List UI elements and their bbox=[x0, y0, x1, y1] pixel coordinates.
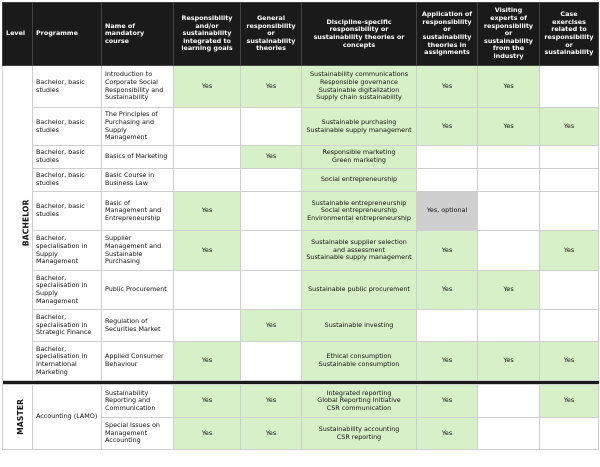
cell-visiting-experts bbox=[478, 385, 540, 418]
cell-general-theories: Yes bbox=[241, 385, 302, 418]
cell-general-theories bbox=[241, 169, 302, 192]
cell-responsibility-goals: Yes bbox=[174, 418, 241, 450]
cell-programme: Bachelor, specialisation in Strategic Finance bbox=[33, 310, 102, 342]
cell-responsibility-goals: Yes bbox=[174, 231, 241, 271]
cell-course: The Principles of Purchasing and Supply Management bbox=[102, 108, 174, 146]
cell-visiting-experts bbox=[478, 192, 540, 231]
cell-application: Yes bbox=[417, 342, 478, 381]
cell-case-exercises bbox=[540, 66, 599, 108]
cell-general-theories: Yes bbox=[241, 146, 302, 169]
table-row bbox=[3, 169, 599, 192]
table-row bbox=[3, 310, 599, 342]
cell-course: Basics of Marketing bbox=[102, 146, 174, 169]
cell-responsibility-goals bbox=[174, 310, 241, 342]
cell-application bbox=[417, 169, 478, 192]
header-case-exercises: Case exercises related to responsibility or sustainability bbox=[540, 3, 599, 66]
cell-visiting-experts: Yes bbox=[478, 108, 540, 146]
cell-course: Special Issues on Management Accounting bbox=[102, 418, 174, 450]
cell-discipline-theories: Sustainable investing bbox=[302, 310, 417, 342]
cell-course: Sustainability Reporting and Communication bbox=[102, 385, 174, 418]
cell-discipline-theories: Ethical consumption Sustainable consumption bbox=[302, 342, 417, 381]
cell-responsibility-goals bbox=[174, 146, 241, 169]
cell-case-exercises: Yes bbox=[540, 342, 599, 381]
header-application: Application of responsibility or sustainability theories in assignments bbox=[417, 3, 478, 66]
header-discipline-theories: Discipline-specific responsibility or sustainability theories or concepts bbox=[302, 3, 417, 66]
level-label-master: MASTER bbox=[16, 398, 26, 435]
cell-discipline-theories: Integrated reporting Global Reporting Initiative CSR communication bbox=[302, 385, 417, 418]
cell-programme: Bachelor, specialisation in Supply Management bbox=[33, 231, 102, 271]
cell-course: Basic of Management and Entrepreneurship bbox=[102, 192, 174, 231]
cell-application: Yes bbox=[417, 231, 478, 271]
cell-case-exercises: Yes bbox=[540, 108, 599, 146]
cell-course: Regulation of Securities Market bbox=[102, 310, 174, 342]
cell-programme: Bachelor, basic studies bbox=[33, 108, 102, 146]
cell-programme: Bachelor, basic studies bbox=[33, 192, 102, 231]
cell-course: Applied Consumer Behaviour bbox=[102, 342, 174, 381]
cell-responsibility-goals bbox=[174, 271, 241, 310]
level-cell-master bbox=[3, 385, 33, 450]
cell-general-theories: Yes bbox=[241, 66, 302, 108]
header-general-theories: General responsibility or sustainability theories bbox=[241, 3, 302, 66]
header-responsibility-goals: Responsibility and/or sustainability integrated to learning goals bbox=[174, 3, 241, 66]
header-row bbox=[3, 3, 599, 66]
cell-case-exercises: Yes bbox=[540, 385, 599, 418]
cell-discipline-theories: Sustainable entrepreneurship Social entrepreneurship Environmental entrepreneurship bbox=[302, 192, 417, 231]
header-programme: Programme bbox=[33, 3, 102, 66]
cell-programme: Bachelor, basic studies bbox=[33, 169, 102, 192]
cell-discipline-theories: Responsible marketing Green marketing bbox=[302, 146, 417, 169]
cell-course: Supplier Management and Sustainable Purchasing bbox=[102, 231, 174, 271]
cell-responsibility-goals: Yes bbox=[174, 342, 241, 381]
cell-course: Basic Course in Business Law bbox=[102, 169, 174, 192]
cell-discipline-theories: Sustainability accounting CSR reporting bbox=[302, 418, 417, 450]
cell-case-exercises bbox=[540, 146, 599, 169]
cell-application: Yes bbox=[417, 66, 478, 108]
cell-visiting-experts bbox=[478, 418, 540, 450]
cell-application: Yes bbox=[417, 271, 478, 310]
cell-general-theories bbox=[241, 192, 302, 231]
cell-discipline-theories: Sustainable supplier selection and assessment Sustainable supply management bbox=[302, 231, 417, 271]
cell-programme: Bachelor, specialisation in International Marketing bbox=[33, 342, 102, 381]
header-visiting-experts: Visiting experts of responsibility or sustainability from the industry bbox=[478, 3, 540, 66]
table-row bbox=[3, 108, 599, 146]
cell-general-theories: Yes bbox=[241, 310, 302, 342]
cell-application: Yes bbox=[417, 385, 478, 418]
cell-application: Yes, optional bbox=[417, 192, 478, 231]
cell-programme: Accounting (LAMO) bbox=[33, 385, 102, 450]
cell-general-theories bbox=[241, 231, 302, 271]
cell-discipline-theories: Social entrepreneurship bbox=[302, 169, 417, 192]
cell-responsibility-goals: Yes bbox=[174, 66, 241, 108]
cell-responsibility-goals bbox=[174, 169, 241, 192]
cell-case-exercises bbox=[540, 192, 599, 231]
table-row bbox=[3, 342, 599, 381]
cell-general-theories bbox=[241, 271, 302, 310]
cell-application: Yes bbox=[417, 418, 478, 450]
table-row bbox=[3, 231, 599, 271]
cell-application bbox=[417, 146, 478, 169]
cell-course: Introduction to Corporate Social Responsibility and Sustainability bbox=[102, 66, 174, 108]
cell-application bbox=[417, 310, 478, 342]
cell-discipline-theories: Sustainability communications Responsible governance Sustainable digitalization Supply chain sustainability bbox=[302, 66, 417, 108]
cell-general-theories bbox=[241, 342, 302, 381]
cell-discipline-theories: Sustainable purchasing Sustainable supply management bbox=[302, 108, 417, 146]
cell-application: Yes bbox=[417, 108, 478, 146]
cell-responsibility-goals bbox=[174, 108, 241, 146]
table-row bbox=[3, 385, 599, 418]
cell-visiting-experts: Yes bbox=[478, 342, 540, 381]
cell-visiting-experts bbox=[478, 231, 540, 271]
cell-visiting-experts bbox=[478, 310, 540, 342]
cell-discipline-theories: Sustainable public procurement bbox=[302, 271, 417, 310]
cell-visiting-experts bbox=[478, 169, 540, 192]
table-row bbox=[3, 146, 599, 169]
cell-case-exercises bbox=[540, 169, 599, 192]
cell-visiting-experts bbox=[478, 146, 540, 169]
cell-general-theories bbox=[241, 108, 302, 146]
cell-case-exercises bbox=[540, 310, 599, 342]
level-label-bachelor: BACHELOR bbox=[21, 199, 31, 246]
cell-responsibility-goals: Yes bbox=[174, 385, 241, 418]
cell-responsibility-goals: Yes bbox=[174, 192, 241, 231]
course-matrix-table bbox=[2, 2, 599, 450]
cell-case-exercises bbox=[540, 271, 599, 310]
cell-visiting-experts: Yes bbox=[478, 66, 540, 108]
table-row bbox=[3, 192, 599, 231]
table-body bbox=[3, 66, 599, 450]
cell-case-exercises: Yes bbox=[540, 231, 599, 271]
table-row bbox=[3, 66, 599, 108]
cell-case-exercises bbox=[540, 418, 599, 450]
cell-visiting-experts: Yes bbox=[478, 271, 540, 310]
cell-programme: Bachelor, basic studies bbox=[33, 66, 102, 108]
level-cell-bachelor bbox=[3, 66, 33, 381]
cell-course: Public Procurement bbox=[102, 271, 174, 310]
header-course: Name of mandatory course bbox=[102, 3, 174, 66]
cell-general-theories: Yes bbox=[241, 418, 302, 450]
cell-programme: Bachelor, specialisation in Supply Management bbox=[33, 271, 102, 310]
header-level: Level bbox=[3, 3, 33, 66]
cell-programme: Bachelor, basic studies bbox=[33, 146, 102, 169]
table-row bbox=[3, 271, 599, 310]
